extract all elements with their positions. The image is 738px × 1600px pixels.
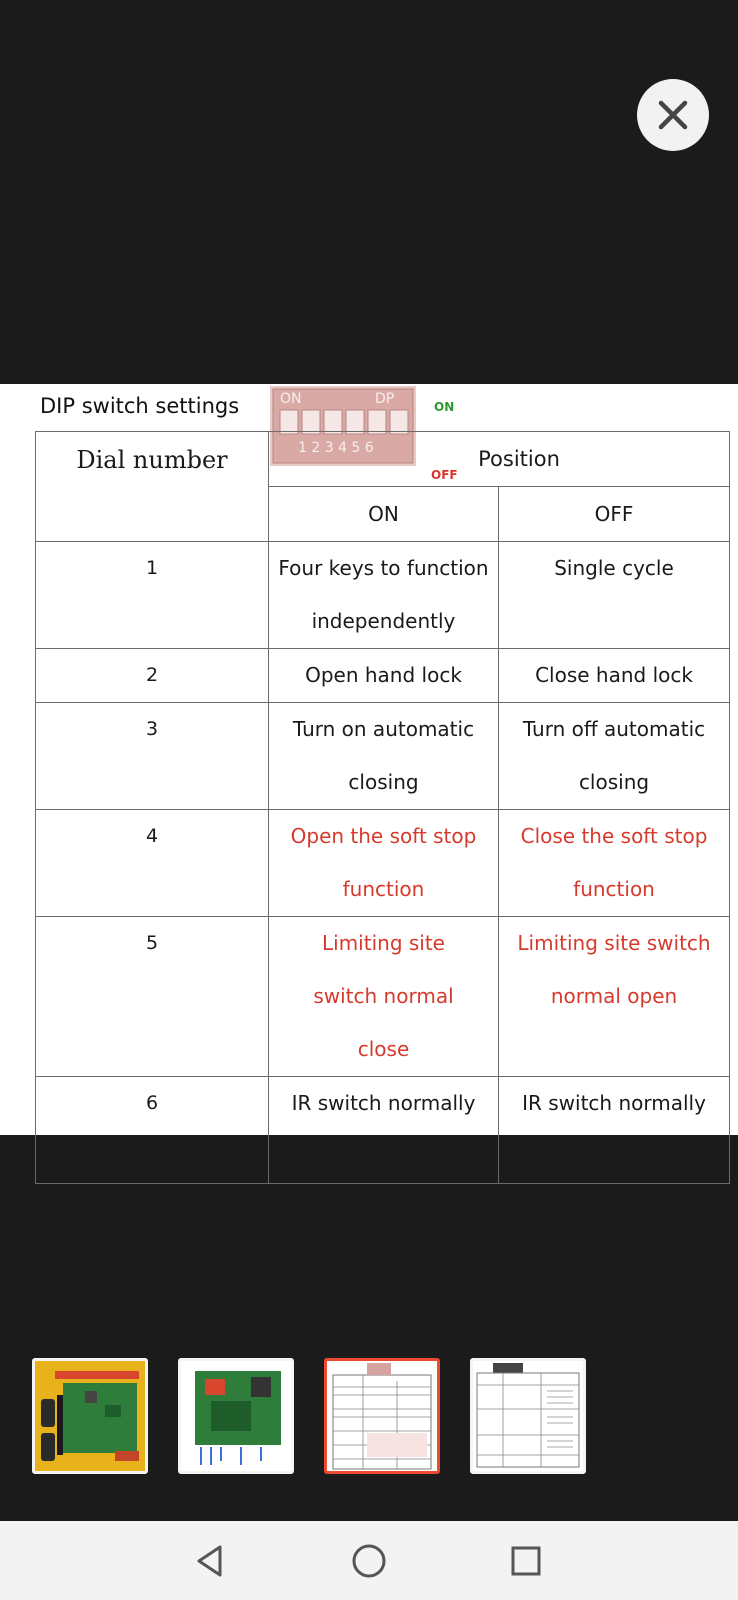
on-cell: Four keys to function independently [269,542,499,649]
dip-settings-table [35,431,730,1184]
thumbnail-1[interactable] [32,1358,148,1474]
thumbnail-3[interactable] [324,1358,440,1474]
table-row [36,542,730,649]
on-cell: Turn on automatic closing [269,703,499,810]
image-viewer-panel[interactable] [0,384,738,1168]
close-icon [656,98,690,132]
recents-square-icon [506,1541,546,1581]
off-cell: Close the soft stop function [499,810,730,917]
thumbnail-1-image [35,1361,145,1471]
home-button[interactable] [346,1539,392,1583]
thumbnail-4-image [473,1361,583,1471]
dial-number-cell: 4 [36,810,269,917]
close-button[interactable] [637,79,709,151]
thumbnail-strip [0,1358,738,1474]
off-cell: Limiting site switch normal open [499,917,730,1077]
table-row [36,917,730,1077]
photo-on-text: ON [280,391,302,407]
off-cell: IR switch normally open [499,1077,730,1184]
dial-number-cell: 5 [36,917,269,1077]
off-cell: Close hand lock [499,649,730,703]
dial-number-header: Dial number [36,432,269,542]
table-row [36,649,730,703]
off-column-header: OFF [499,487,730,542]
on-cell: Limiting site switch normal close [269,917,499,1077]
dial-number-cell: 6 [36,1077,269,1184]
dial-number-cell: 1 [36,542,269,649]
off-cell: Single cycle [499,542,730,649]
dial-number-cell: 3 [36,703,269,810]
recents-button[interactable] [503,1539,549,1583]
home-circle-icon [349,1541,389,1581]
table-row [36,703,730,810]
on-cell: IR switch normally close [269,1077,499,1184]
table-row [36,810,730,917]
photo-numbers-text: 1 2 3 4 5 6 [298,440,374,456]
image-title: DIP switch settings [40,394,240,418]
on-column-header: ON [269,487,499,542]
back-button[interactable] [187,1539,233,1583]
thumbnail-3-image [327,1361,437,1471]
dial-number-cell: 2 [36,649,269,703]
thumbnail-4[interactable] [470,1358,586,1474]
table-row [36,1077,730,1184]
off-label: OFF [431,468,458,482]
system-navigation-bar [0,1521,738,1600]
photo-dp-text: DP [375,391,395,407]
position-header: Position [269,432,730,487]
on-cell: Open the soft stop function [269,810,499,917]
on-label: ON [434,400,455,414]
back-triangle-icon [190,1541,230,1581]
thumbnail-2-image [181,1361,291,1471]
on-cell: Open hand lock [269,649,499,703]
off-cell: Turn off automatic closing [499,703,730,810]
thumbnail-2[interactable] [178,1358,294,1474]
